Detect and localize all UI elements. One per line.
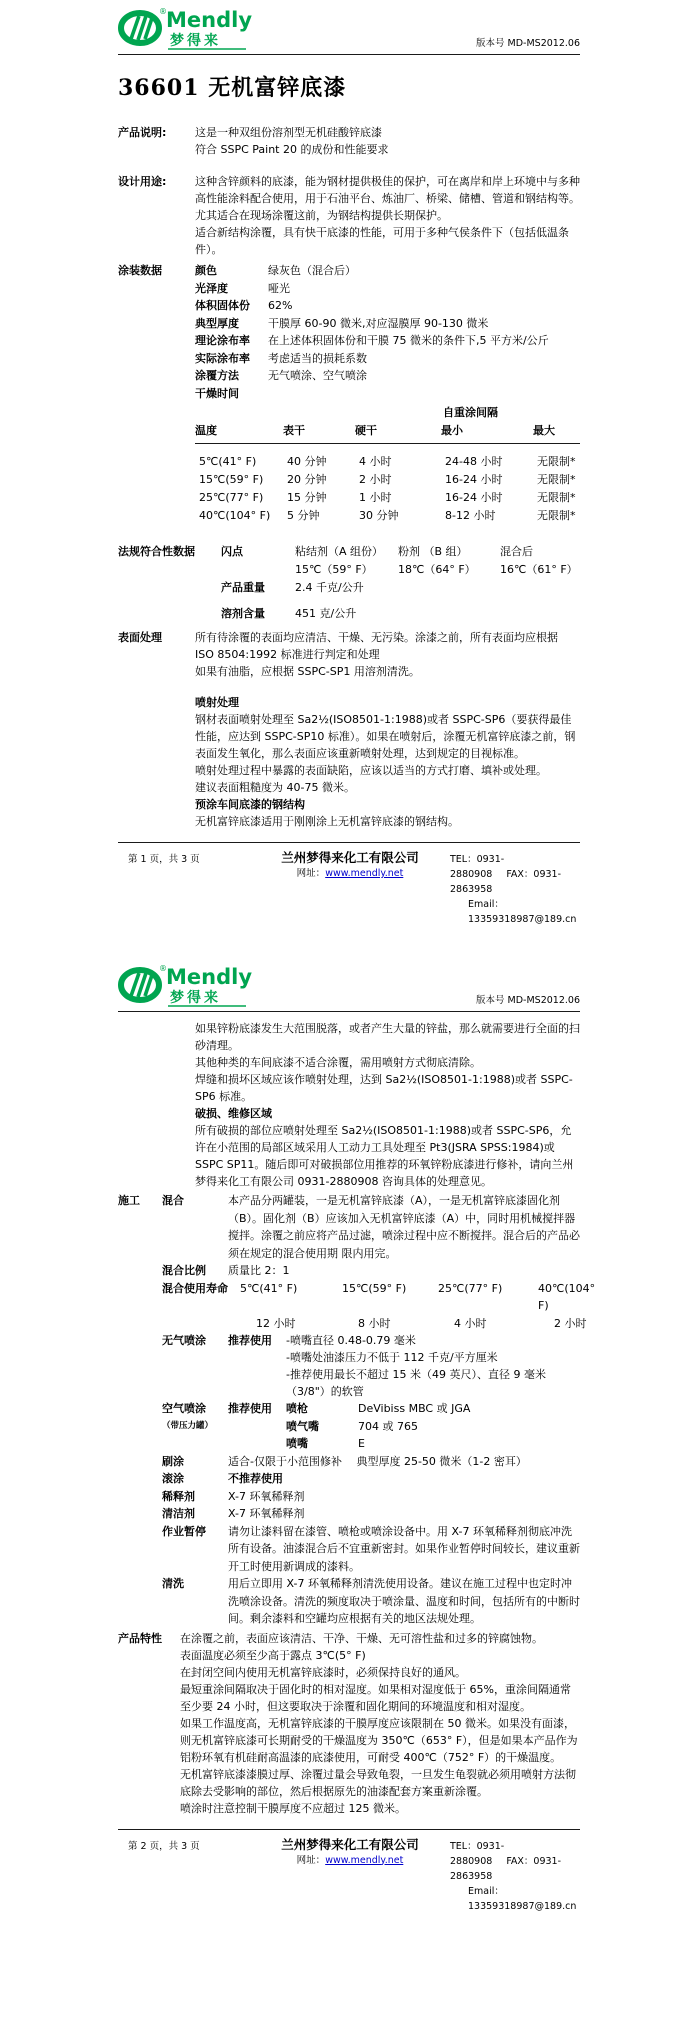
pot-life-temp: 40℃(104° F) — [538, 1281, 596, 1312]
section-body — [221, 543, 580, 623]
drying-cell-hard: 4 小时 — [359, 455, 392, 468]
airless-items — [286, 1332, 580, 1400]
drying-cell-hard: 2 小时 — [359, 473, 392, 486]
work-stoppage-para: 请勿让漆料留在漆管、喷枪或喷涂设备中。用 X-7 环氧稀释剂彻底冲洗所有设备。油漆混合后不宜重新密封。如果作业暂停时间较长，建议重新开工时使用新调成的漆料。 — [228, 1524, 580, 1573]
air-spray-label-text: 空气喷涂 — [162, 1402, 206, 1415]
col-header-temp: 温度 — [195, 422, 283, 444]
text-line: 符合 SSPC Paint 20 的成份和性能要求 — [195, 143, 389, 156]
registered-mark: ® — [159, 7, 167, 16]
product-weight-label: 产品重量 — [221, 581, 265, 594]
feature-para: 在涂覆之前，表面应该清洁、干净、干燥、无可溶性盐和过多的锌腐蚀物。 — [180, 1631, 543, 1645]
damage-repair-para: 所有破损的部位应喷射处理至 Sa2½(ISO8501-1:1988)或者 SSPC-SP6，允许在小范围的局部区域采用人工动力工具处理至 Pt3(JSRA SPSS:1984)或 SSPC SP11。随后即可对破损部位用推荐的环氧锌粉底漆进行修补，请向兰州梦得来化工有限公司 0931-2880908 咨询具体的处理意见。 — [195, 1124, 574, 1188]
drying-cell-touch: 15 分钟 — [287, 491, 327, 504]
feature-para: 表面温度必须至少高于露点 3℃(5° F) — [180, 1648, 366, 1662]
mixing-label: 混合 — [162, 1194, 184, 1207]
company-name: 兰州梦得来化工有限公司 — [281, 1836, 419, 1852]
section-construction — [118, 1192, 596, 1628]
air-spray-row — [162, 1400, 580, 1453]
brush-label: 刷涂 — [162, 1454, 184, 1468]
coating-value: 62% — [268, 299, 293, 312]
air-item-value: E — [358, 1437, 365, 1450]
drying-cell-touch: 40 分钟 — [287, 455, 327, 468]
tel-number: TEL：0931-2880908 — [450, 1840, 505, 1867]
pot-life-time: 8 小时 — [358, 1316, 391, 1330]
section-label: 施工 — [118, 1194, 140, 1207]
website-line — [256, 1853, 444, 1868]
section-label: 产品说明: — [118, 126, 167, 139]
coating-key: 理论涂布率 — [195, 334, 250, 347]
col-header-max: 最大 — [533, 422, 580, 444]
solvent-content-value: 451 克/公升 — [295, 607, 357, 620]
drying-cell-hard: 1 小时 — [359, 491, 392, 504]
coating-row — [195, 280, 580, 298]
tel-fax-line — [450, 1836, 580, 1884]
page2-footer — [118, 1829, 580, 1914]
blast-para: 喷射处理过程中暴露的表面缺陷，应该以适当的方式打磨、填补或处理。 — [195, 764, 547, 777]
coating-key: 涂覆方法 — [195, 369, 239, 382]
page-1 — [118, 0, 580, 927]
section-label: 设计用途: — [118, 175, 167, 188]
coating-key: 体积固体份 — [195, 299, 250, 312]
text-line: 尤其适合在现场涂覆这前，为钢结构提供长期保护。 — [195, 209, 448, 222]
section-body — [195, 124, 580, 158]
drying-cell-min: 16-24 小时 — [445, 473, 503, 486]
section-label: 产品特性 — [118, 1631, 162, 1645]
coating-key: 颜色 — [195, 264, 217, 277]
drying-cell-min: 24-48 小时 — [445, 455, 503, 468]
cleaner-label: 清洁剂 — [162, 1507, 195, 1520]
brand-name: Mendly — [166, 8, 253, 32]
doc-title: 36601 无机富锌底漆 — [118, 75, 347, 101]
text-line: 这种含锌颜料的底漆，能为钢材提供极佳的保护，可在离岸和岸上环境中与多种高性能涂料配合使用，用于石油平台、炼油厂、桥梁、储槽、管道和钢结构等。 — [195, 175, 580, 205]
section-body — [180, 1630, 580, 1817]
page-number: 第 1 页，共 3 页 — [128, 854, 200, 865]
mix-ratio-label: 混合比例 — [162, 1264, 206, 1277]
air-spray-item — [286, 1418, 580, 1436]
page-2 — [118, 957, 596, 1914]
drying-cell-hard: 30 分钟 — [359, 509, 399, 522]
website-label: 网址： — [296, 868, 326, 879]
work-stoppage-row — [162, 1523, 580, 1576]
fax-number: FAX：0931-2863958 — [450, 1855, 562, 1882]
page-header — [118, 962, 580, 1012]
pot-life-temp: 25℃(77° F) — [438, 1281, 503, 1295]
surface-para: 所有待涂覆的表面均应清洁、干燥、无污染。涂漆之前，所有表面均应根据 ISO 8504:1992 标准进行判定和处理 — [195, 631, 558, 661]
coating-value: 考虑适当的损耗系数 — [268, 351, 367, 365]
mendly-logo — [118, 962, 268, 1008]
blast-title: 喷射处理 — [195, 696, 239, 709]
surface-para: 如果有油脂，应根据 SSPC-SP1 用溶剂清洗。 — [195, 665, 420, 678]
coating-row — [195, 332, 580, 350]
page1-footer — [118, 842, 580, 927]
version-label: 版本号 MD-MS2012.06 — [476, 38, 580, 49]
continuation-para: 如果锌粉底漆发生大范围脱落，或者产生大量的锌盐，那么就需要进行全面的扫砂清理。 — [195, 1022, 580, 1052]
pot-life-row — [162, 1280, 596, 1333]
footer-contact-block — [444, 1836, 580, 1914]
footer-company-block — [256, 849, 444, 927]
coating-key: 典型厚度 — [195, 316, 239, 330]
feature-para: 如果工作温度高，无机富锌底漆的干膜厚度应该限制在 50 微米。如果没有面漆，则无机富锌底漆可长期耐受的干燥温度为 350℃（653° F），但是如果本产品作为铝粉环氧有机硅耐高温漆的底漆使用，可耐受 400℃（752° F）的干燥温度。 — [180, 1716, 578, 1764]
section-label: 涂装数据 — [118, 264, 162, 277]
airless-item: -喷嘴处油漆压力不低于 112 千克/平方厘米 — [286, 1351, 498, 1364]
blast-para: 建议表面粗糙度为 40-75 微米。 — [195, 781, 355, 794]
roller-row — [162, 1470, 580, 1488]
air-spray-item — [286, 1435, 580, 1453]
section-design-use — [118, 173, 580, 258]
air-item-value: DeVibiss MBC 或 JGA — [358, 1402, 471, 1415]
air-item-key: 喷枪 — [286, 1402, 308, 1415]
air-spray-label — [162, 1400, 228, 1453]
thinner-row — [162, 1488, 580, 1506]
shop-primer-title: 预涂车间底漆的钢结构 — [195, 798, 305, 811]
component-a-header: 粘结剂（A 组份） — [295, 545, 384, 558]
airless-item: -推荐使用最长不超过 15 米（49 英尺）、直径 9 毫米（3/8"）的软管 — [286, 1368, 546, 1398]
regulatory-grid — [221, 543, 580, 623]
section-body — [195, 629, 580, 830]
pot-life-temp: 15℃(59° F) — [342, 1281, 407, 1295]
air-item-key: 喷嘴 — [286, 1437, 308, 1450]
coating-row — [195, 297, 580, 315]
email-line: Email：13359318987@189.cn — [468, 899, 577, 925]
col-header-hard-dry: 硬干 — [355, 422, 441, 444]
flash-point-label: 闪点 — [221, 545, 243, 558]
coating-key: 干燥时间 — [195, 386, 239, 400]
section-body — [195, 173, 580, 258]
cleanup-para: 用后立即用 X-7 环氧稀释剂清洗使用设备。建议在施工过程中也定时冲洗喷涂设备。清洗的频度取决于喷涂量、温度和时间，包括所有的中断时间。剩余漆料和空罐均应根据有关的地区法规处理。 — [228, 1577, 580, 1625]
bottom-whitespace — [0, 1914, 687, 2024]
cleanup-label: 清洗 — [162, 1577, 184, 1590]
page-number: 第 2 页，共 3 页 — [128, 1840, 200, 1852]
coating-value: 在上述体积固体份和干膜 75 微米的条件下,5 平方米/公斤 — [268, 334, 549, 347]
air-recommended-label: 推荐使用 — [228, 1402, 272, 1415]
feature-para: 喷涂时注意控制干膜厚度不应超过 125 微米。 — [180, 1801, 406, 1815]
continuation-para: 其他种类的车间底漆不适合涂覆，需用喷射方式彻底清除。 — [195, 1056, 481, 1069]
feature-para: 在封闭空间内使用无机富锌底漆时，必须保持良好的通风。 — [180, 1665, 466, 1679]
col-header-touch-dry: 表干 — [283, 422, 355, 444]
drying-cell-touch: 5 分钟 — [287, 509, 320, 522]
page-break — [0, 927, 687, 957]
website-label: 网址： — [296, 1854, 326, 1866]
section-product-features — [118, 1630, 580, 1817]
thinner-value: X-7 环氧稀释剂 — [228, 1489, 305, 1503]
airless-spray-label: 无气喷涂 — [162, 1334, 206, 1347]
coating-value: 哑光 — [268, 281, 290, 295]
air-spray-values — [286, 1400, 580, 1453]
registered-mark: ® — [159, 964, 167, 973]
cleanup-row — [162, 1575, 580, 1628]
footer-contact-block — [444, 849, 580, 927]
drying-cell-max: 无限制* — [537, 455, 576, 468]
airless-item: -喷嘴直径 0.48-0.79 毫米 — [286, 1334, 416, 1347]
tel-number: TEL：0931-2880908 — [450, 854, 505, 880]
coating-row — [195, 367, 580, 385]
shop-primer-para: 无机富锌底漆适用于刚刚涂上无机富锌底漆的钢结构。 — [195, 815, 459, 828]
cleaner-value: X-7 环氧稀释剂 — [228, 1507, 305, 1520]
airless-recommended-label: 推荐使用 — [228, 1334, 272, 1347]
section-label: 法规符合性数据 — [118, 545, 195, 558]
drying-cell-touch: 20 分钟 — [287, 473, 327, 486]
air-item-key: 喷气嘴 — [286, 1419, 319, 1433]
component-b-header: 粉剂 （B 组） — [398, 545, 468, 558]
coating-row — [195, 315, 580, 333]
drying-cell-max: 无限制* — [537, 509, 576, 522]
mixing-row — [162, 1192, 580, 1262]
cleaner-row — [162, 1505, 580, 1523]
section-surface-prep — [118, 629, 580, 830]
mendly-logo — [118, 5, 268, 51]
drying-cell-max: 无限制* — [537, 473, 576, 486]
website-link[interactable]: www.mendly.net — [325, 1854, 404, 1866]
coating-value: 绿灰色（混合后） — [268, 264, 356, 277]
pot-life-values — [240, 1280, 596, 1333]
pot-life-temp: 5℃(41° F) — [240, 1281, 298, 1295]
page-header — [118, 5, 580, 55]
coating-value — [268, 385, 580, 403]
overcoat-interval-header: 自重涂间隔 — [443, 406, 498, 419]
blast-para: 钢材表面喷射处理至 Sa2½(ISO8501-1:1988)或者 SSPC-SP6（要获得最佳性能，应达到 SSPC-SP10 标准）。如果在喷射后，涂覆无机富锌底漆之前，钢表面发生氧化，那么表面应该重新喷射处理，达到规定的目视标准。 — [195, 713, 576, 760]
section-body — [195, 262, 580, 525]
brand-name-cn: 梦得来 — [170, 990, 221, 1006]
flash-point-b: 18℃（64° F） — [398, 563, 476, 576]
feature-para: 最短重涂间隔取决于固化时的相对湿度。如果相对湿度低于 65%，重涂间隔通常至少要 24 小时，但这要取决于涂覆和固化期间的环境温度和相对湿度。 — [180, 1682, 571, 1713]
thinner-label: 稀释剂 — [162, 1489, 195, 1503]
drying-cell-min: 8-12 小时 — [445, 509, 496, 522]
website-line — [256, 866, 444, 881]
roller-value: 不推荐使用 — [228, 1472, 283, 1485]
text-line: 适合新结构涂覆，具有快干底漆的性能，可用于多种气侯条件下（包括低温条件）。 — [195, 226, 569, 256]
coating-row — [195, 262, 580, 280]
logo-stripes-icon — [131, 973, 152, 997]
drying-cell-temp: 15℃(59° F) — [199, 473, 264, 486]
coating-key: 实际涂布率 — [195, 351, 250, 365]
mix-ratio-value: 质量比 2：1 — [228, 1264, 290, 1277]
flash-point-a: 15℃（59° F） — [295, 563, 373, 576]
email-line: Email：13359318987@189.cn — [468, 1885, 577, 1912]
airless-spray-row — [162, 1332, 580, 1400]
coating-value: 干膜厚 60-90 微米,对应湿膜厚 90-130 微米 — [268, 316, 489, 330]
section-body — [162, 1192, 596, 1628]
surface-prep-continuation — [195, 1020, 580, 1190]
version-label: 版本号 MD-MS2012.06 — [476, 995, 580, 1006]
brush-value: 适合-仅限于小范围修补 典型厚度 25-50 微米（1-2 密耳） — [228, 1454, 527, 1468]
drying-cell-max: 无限制* — [537, 491, 576, 504]
section-regulatory — [118, 543, 580, 623]
drying-cell-temp: 40℃(104° F) — [199, 509, 271, 522]
col-header-min: 最小 — [441, 422, 533, 444]
coating-key: 光泽度 — [195, 281, 228, 295]
section-coating-data — [118, 262, 580, 525]
tel-fax-line — [450, 849, 580, 897]
website-link[interactable]: www.mendly.net — [325, 868, 404, 879]
footer-company-block — [256, 1836, 444, 1914]
air-item-value: 704 或 765 — [358, 1419, 418, 1433]
solvent-content-label: 溶剂含量 — [221, 607, 265, 620]
pot-life-time: 4 小时 — [454, 1316, 487, 1330]
pot-life-time: 12 小时 — [256, 1316, 296, 1330]
pressure-pot-note: （带压力罐） — [162, 1420, 214, 1431]
drying-cell-temp: 5℃(41° F) — [199, 455, 257, 468]
mixing-para: 本产品分两罐装，一是无机富锌底漆（A），一是无机富锌底漆固化剂（B）。固化剂（B）应该加入无机富锌底漆（A）中，同时用机械搅拌器搅拌。涂覆之前应将产品过滤，喷涂过程中应不断搅拌。混合后的产品必须在规定的混合使用期 限内用完。 — [228, 1194, 580, 1260]
air-spray-item — [286, 1400, 580, 1418]
pot-life-time: 2 小时 — [554, 1316, 587, 1330]
roller-label: 滚涂 — [162, 1472, 184, 1485]
coating-row — [195, 385, 580, 403]
mixed-header: 混合后 — [500, 545, 533, 558]
drying-table — [195, 404, 580, 525]
drying-cell-min: 16-24 小时 — [445, 491, 503, 504]
continuation-para: 焊缝和损坏区域应该作喷射处理，达到 Sa2½(ISO8501-1:1988)或者 SSPC-SP6 标准。 — [195, 1073, 573, 1103]
work-stoppage-label: 作业暂停 — [162, 1524, 206, 1538]
drying-cell-temp: 25℃(77° F) — [199, 491, 264, 504]
brand-name: Mendly — [166, 965, 253, 989]
product-weight-value: 2.4 千克/公升 — [295, 581, 364, 594]
text-line: 这是一种双组份溶剂型无机硅酸锌底漆 — [195, 126, 382, 139]
brush-row — [162, 1453, 580, 1471]
damage-repair-title: 破损、维修区域 — [195, 1107, 272, 1120]
brand-name-cn: 梦得来 — [170, 33, 221, 49]
fax-number: FAX：0931-2863958 — [450, 869, 562, 895]
logo-stripes-icon — [131, 16, 152, 40]
flash-point-mixed: 16℃（61° F） — [500, 563, 578, 576]
section-product-desc — [118, 124, 580, 158]
feature-para: 无机富锌底漆漆膜过厚、涂覆过量会导致龟裂，一旦发生龟裂就必须用喷射方法彻底除去受影响的部位，然后根据原先的油漆配套方案重新涂覆。 — [180, 1767, 576, 1798]
mix-ratio-row — [162, 1262, 580, 1280]
coating-row — [195, 350, 580, 368]
coating-value: 无气喷涂、空气喷涂 — [268, 369, 367, 382]
pot-life-label: 混合使用寿命 — [162, 1281, 228, 1295]
section-label: 表面处理 — [118, 631, 162, 644]
company-name: 兰州梦得来化工有限公司 — [281, 850, 419, 865]
pot-life-grid — [240, 1280, 596, 1333]
